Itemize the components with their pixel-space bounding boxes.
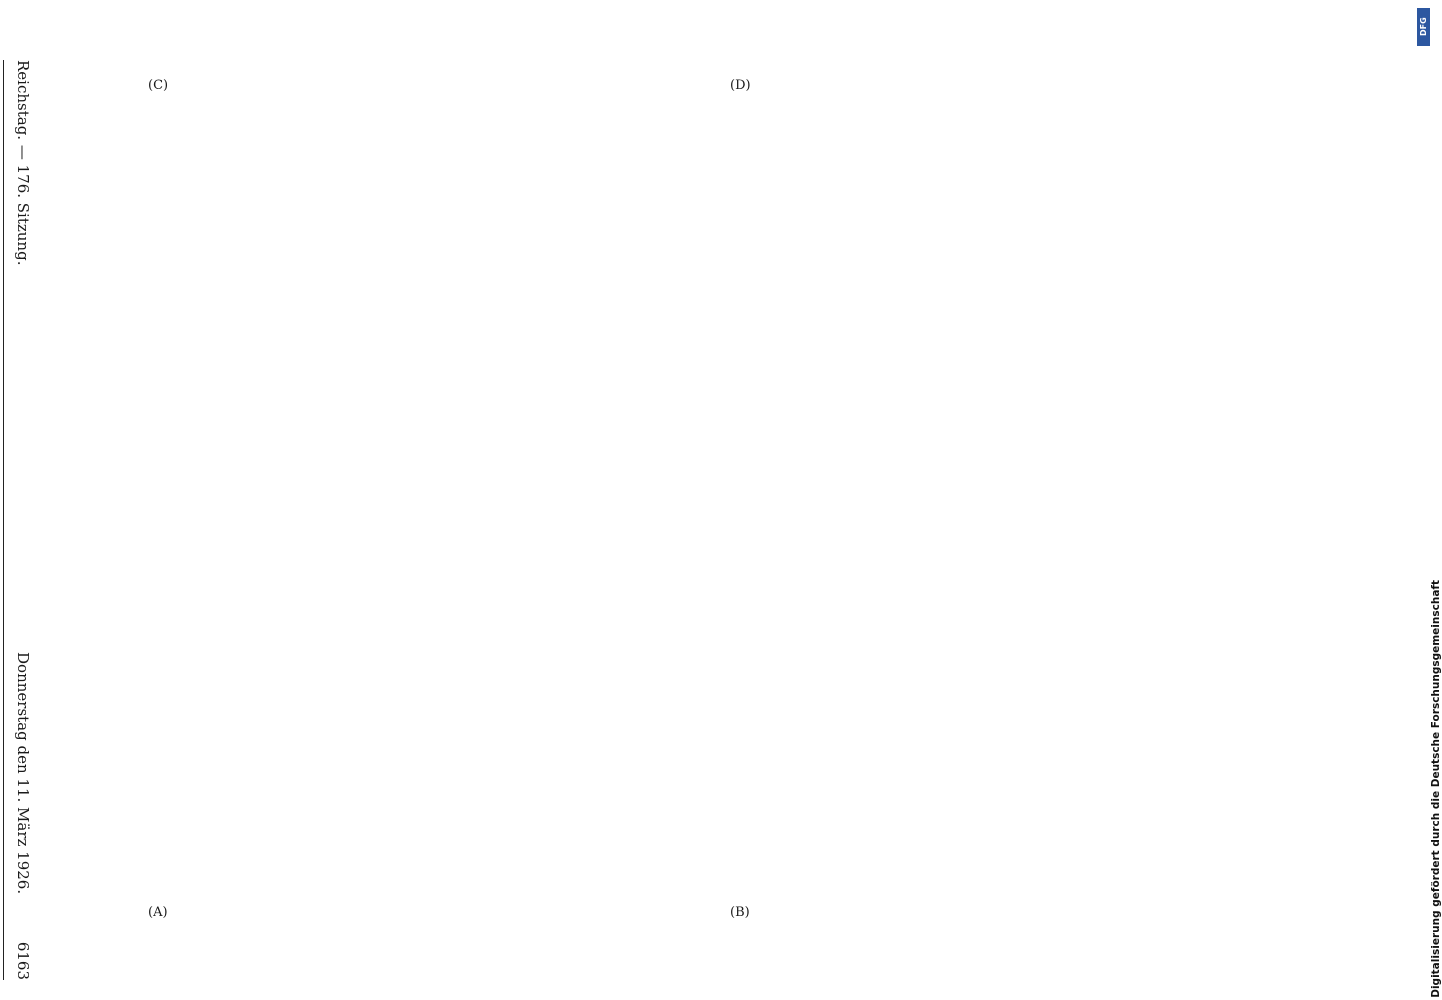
- header-date: Donnerstag den 11. März 1926.: [14, 652, 32, 895]
- rotated-page: [0, 40, 40, 1000]
- header-session: Reichstag. — 176. Sitzung.: [14, 60, 32, 266]
- margin-marker-a: (A): [148, 905, 168, 920]
- margin-marker-b: (B): [730, 905, 750, 920]
- page-content: [0, 40, 40, 1000]
- margin-marker-d: (D): [730, 78, 751, 93]
- margin-marker-c: (C): [148, 78, 169, 93]
- page-header: [8, 60, 32, 980]
- dfg-credit-text: Digitalisierung gefördert durch die Deutsche Forschungsgemeinschaft: [1430, 580, 1442, 998]
- header-date-page: [14, 652, 32, 980]
- header-rule: [3, 60, 4, 980]
- dfg-logo: DFG: [1417, 8, 1430, 46]
- dfg-credit-strip: [1412, 0, 1442, 1000]
- page-number: 6163: [14, 941, 32, 980]
